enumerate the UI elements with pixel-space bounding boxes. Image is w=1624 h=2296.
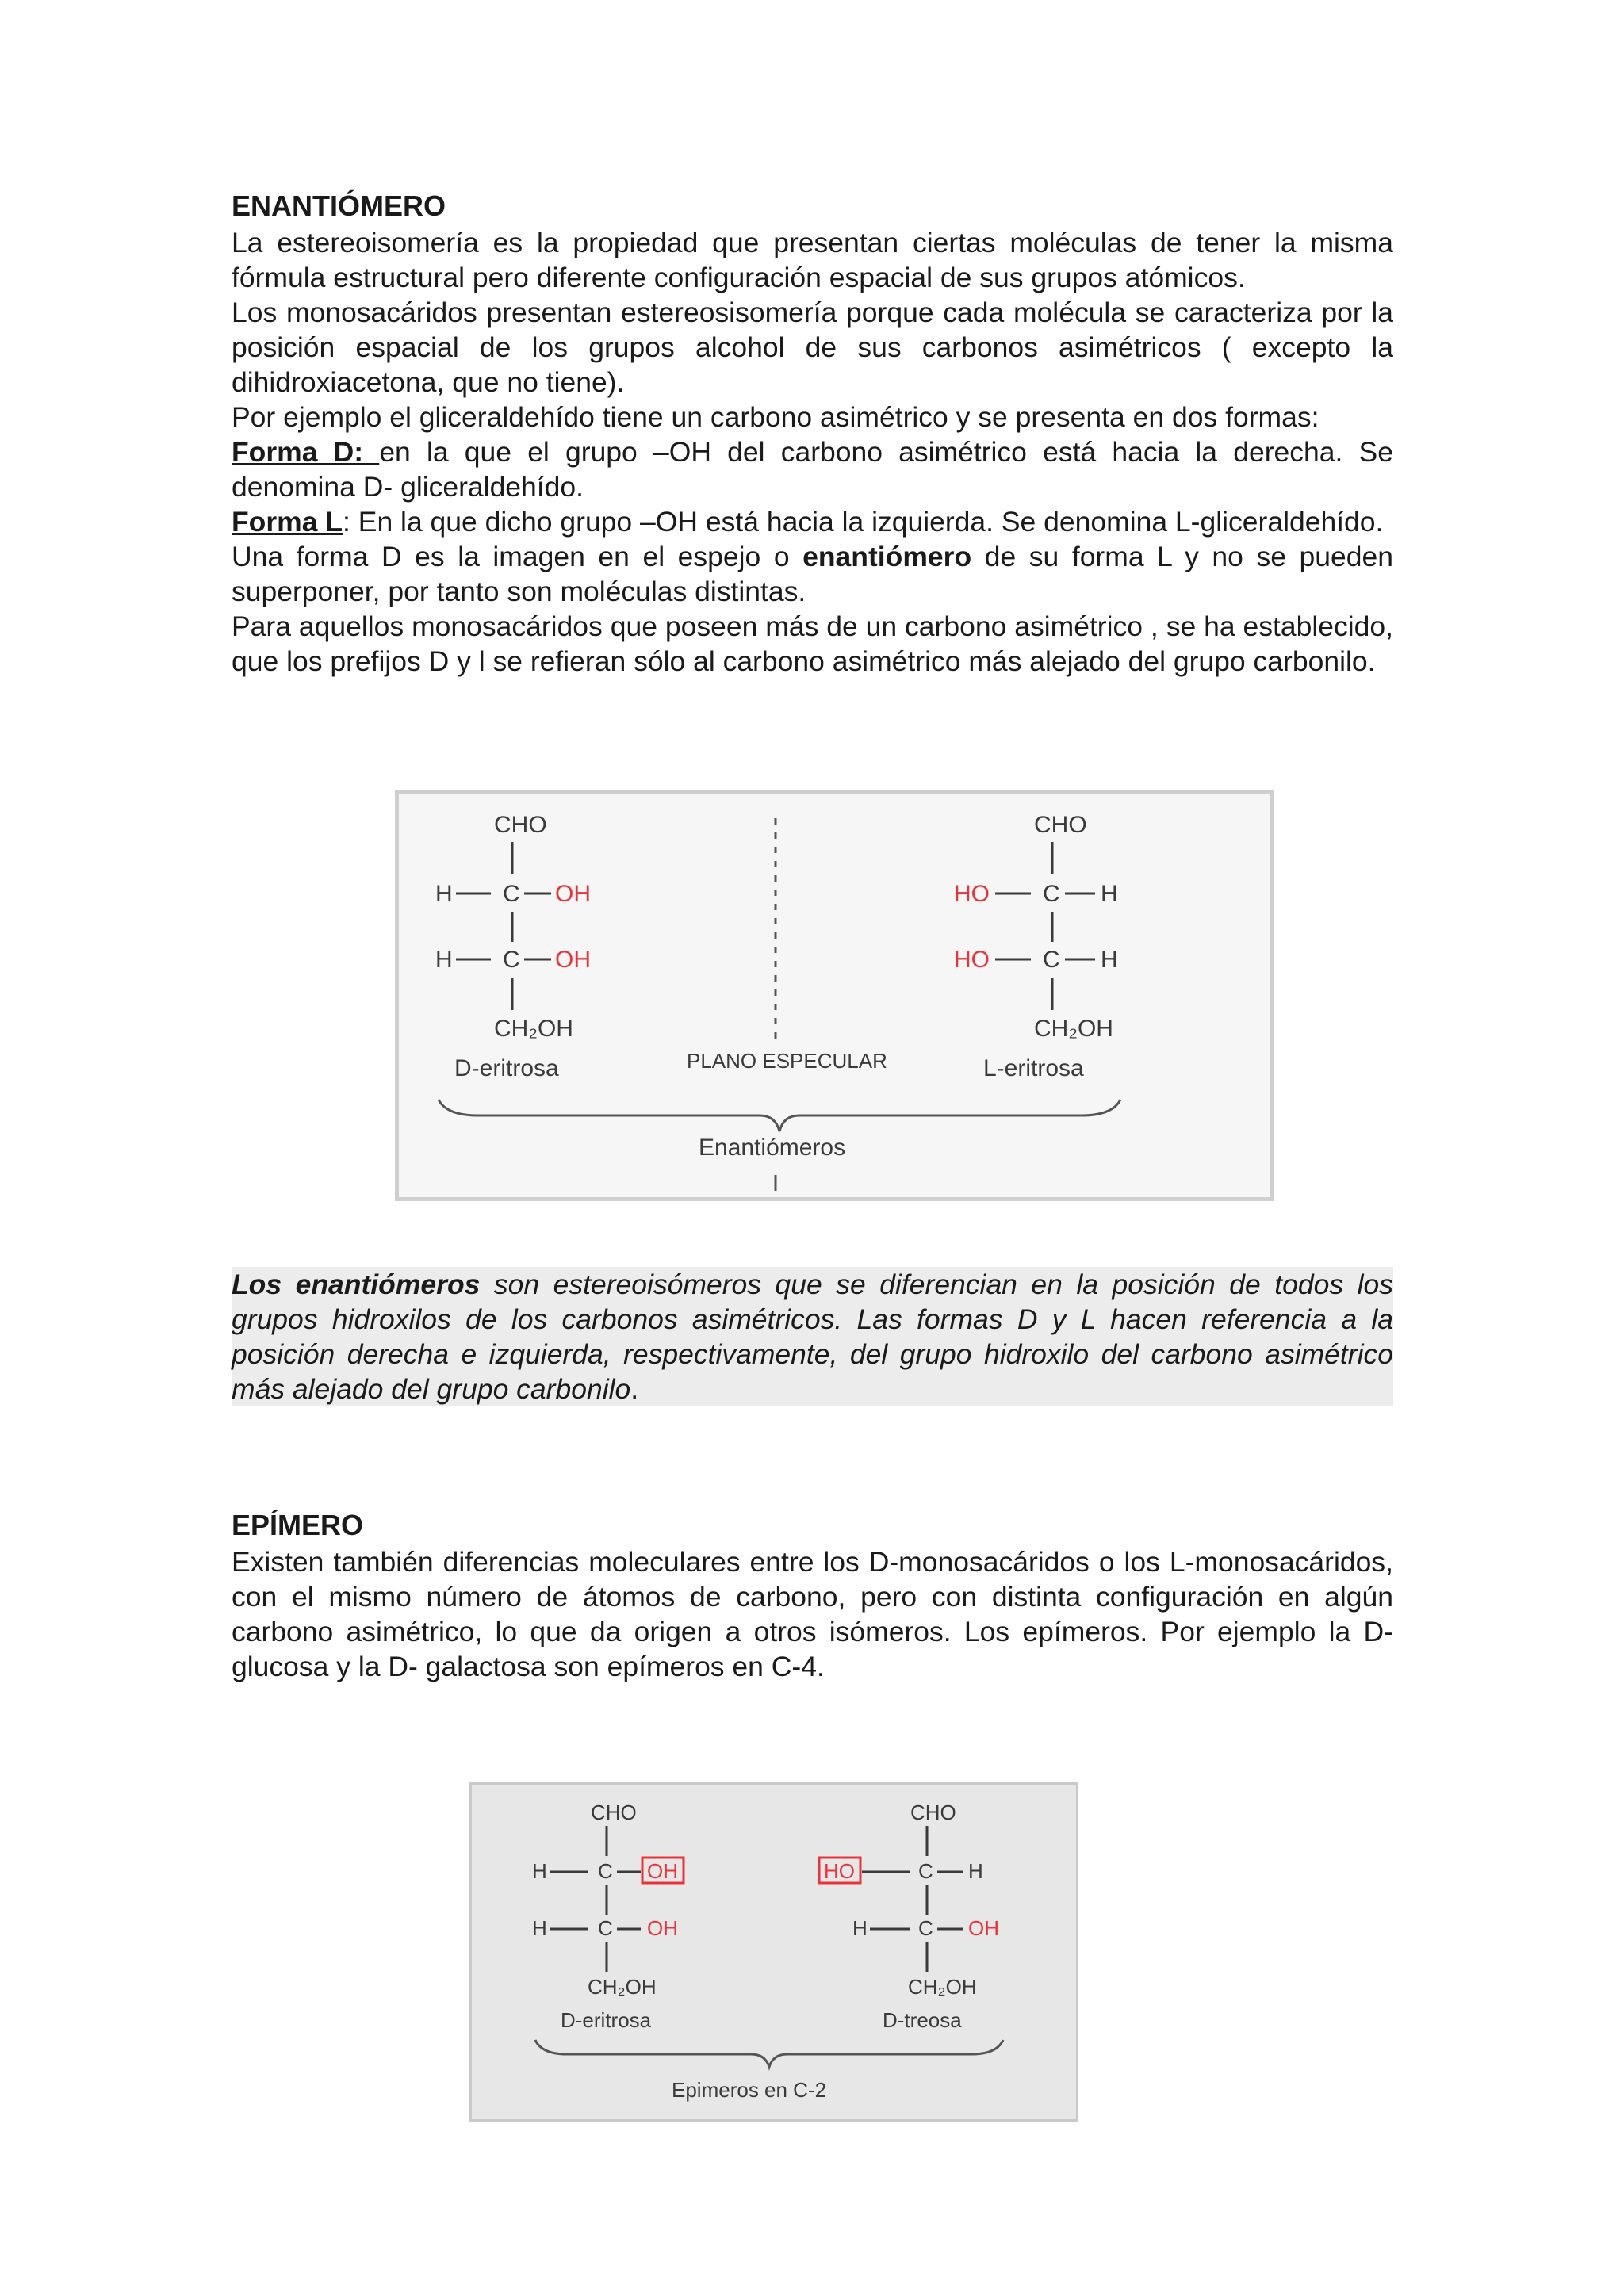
note-paragraph: [232, 1267, 1393, 1406]
plano-especular-label: PLANO ESPECULAR: [687, 1049, 887, 1073]
l-eritrosa-h2: H: [1101, 947, 1118, 973]
paragraph-monosacaridos: Los monosacáridos presentan estereosisomería porque cada molécula se caracteriza por la posición espacial de los grupos alcohol de sus carbonos asimétricos ( excepto la dihidroxiacetona, que no tiene).: [232, 297, 1393, 398]
epi-d-treosa-ch2oh: CH₂OH: [908, 1975, 977, 1999]
d-eritrosa-c1: C: [503, 881, 520, 907]
epi-d-treosa-h1: H: [968, 1859, 983, 1883]
epi-d-treosa-oh2: OH: [968, 1916, 999, 1940]
paragraph-gliceraldehido: Por ejemplo el gliceraldehído tiene un carbono asimétrico y se presenta en dos formas:: [232, 401, 1320, 433]
epi-d-eritrosa-h1: H: [532, 1859, 547, 1883]
paragraph-imagen-espejo: [232, 539, 1393, 609]
enantiomeros-label: Enantiómeros: [699, 1135, 846, 1161]
figure-epimeros: [469, 1782, 1078, 2122]
forma-l-label: Forma L: [232, 506, 343, 538]
imagen-espejo-text-b: de su forma L y no se pueden superponer, por tanto son moléculas distintas.: [232, 541, 1393, 607]
heading-epimero: EPÍMERO: [232, 1509, 364, 1541]
epi-d-treosa-cho: CHO: [910, 1800, 956, 1824]
epi-d-treosa-label: D-treosa: [883, 2008, 962, 2032]
epi-d-treosa-ho1: HO: [824, 1859, 855, 1883]
l-eritrosa-c1: C: [1043, 881, 1060, 907]
section-enantiomero: [232, 187, 1393, 679]
epi-d-eritrosa-label: D-eritrosa: [561, 2008, 652, 2032]
heading-enantiomero: ENANTIÓMERO: [232, 189, 446, 222]
d-eritrosa-label: D-eritrosa: [454, 1055, 559, 1081]
epi-d-treosa-h2: H: [852, 1916, 868, 1940]
d-eritrosa-cho: CHO: [494, 812, 547, 838]
epimeros-diagram: [472, 1785, 1076, 2119]
forma-d-text: en la que el grupo –OH del carbono asimétrico está hacia la derecha. Se denomina D- gliceraldehído.: [232, 436, 1393, 503]
epi-d-eritrosa-ch2oh: CH₂OH: [588, 1975, 657, 1999]
d-eritrosa-h1: H: [435, 881, 453, 907]
l-eritrosa-h1: H: [1101, 881, 1118, 907]
epi-d-treosa-c1: C: [918, 1859, 933, 1883]
epimeros-brace: [535, 2040, 1003, 2067]
d-eritrosa-c2: C: [503, 947, 520, 973]
forma-d-label: Forma D:: [232, 436, 380, 468]
epimeros-label: Epimeros en C-2: [672, 2078, 827, 2102]
note-end: .: [630, 1373, 639, 1405]
d-eritrosa-oh2: OH: [555, 947, 591, 973]
epi-d-eritrosa-cho: CHO: [591, 1800, 637, 1824]
enantiomeros-diagram: [399, 794, 1270, 1197]
d-eritrosa-h2: H: [435, 947, 453, 973]
l-eritrosa-cho: CHO: [1034, 812, 1087, 838]
l-eritrosa-ho1: HO: [954, 881, 990, 907]
imagen-espejo-text-a: Una forma D es la imagen en el espejo o: [232, 541, 803, 572]
figure-enantiomeros: [395, 790, 1274, 1201]
note-bold-term: Los enantiómeros: [232, 1269, 481, 1300]
l-eritrosa-c2: C: [1043, 947, 1060, 973]
enantiomeros-brace: [439, 1100, 1120, 1131]
l-eritrosa-ch2oh: CH₂OH: [1034, 1016, 1113, 1042]
d-eritrosa-ch2oh: CH₂OH: [494, 1016, 573, 1042]
enantiomero-bold: enantiómero: [802, 541, 972, 572]
epi-d-eritrosa-c2: C: [598, 1916, 613, 1940]
forma-l-text: : En la que dicho grupo –OH está hacia la izquierda. Se denomina L-gliceraldehído.: [343, 506, 1384, 538]
l-eritrosa-ho2: HO: [954, 947, 990, 973]
epi-d-treosa-c2: C: [918, 1916, 933, 1940]
epi-d-eritrosa-h2: H: [532, 1916, 547, 1940]
paragraph-forma-d: [232, 434, 1393, 504]
section-epimero: [232, 1506, 1393, 1684]
epi-d-eritrosa-oh2: OH: [647, 1916, 678, 1940]
paragraph-epimeros: Existen también diferencias moleculares entre los D-monosacáridos o los L-monosacáridos, con el mismo número de átomos de carbono, pero con distinta configuración en algún carbono asimétrico, lo que da origen a otros isómeros. Los epímeros. Por ejemplo la D-glucosa y la D- galactosa son epímeros en C-4.: [232, 1546, 1393, 1682]
paragraph-estereoisomeria: La estereoisomería es la propiedad que presentan ciertas moléculas de tener la misma fórmula estructural pero diferente configuración espacial de sus grupos atómicos.: [232, 227, 1393, 293]
paragraph-prefijos: Para aquellos monosacáridos que poseen más de un carbono asimétrico , se ha establecido, que los prefijos D y l se refieran sólo al carbono asimétrico más alejado del grupo carbonilo.: [232, 610, 1393, 677]
l-eritrosa-label: L-eritrosa: [983, 1055, 1084, 1081]
paragraph-forma-l: [232, 504, 1393, 539]
epi-d-eritrosa-oh1: OH: [647, 1859, 678, 1883]
note-text: son estereoisómeros que se diferencian en la posición de todos los grupos hidroxilos de los carbonos asimétricos. Las formas D y L hacen referencia a la posición derecha e izquierda, respectivamente, del grupo hidroxilo del carbono asimétrico más alejado del grupo carbonilo: [232, 1269, 1393, 1405]
d-eritrosa-oh1: OH: [555, 881, 591, 907]
epi-d-eritrosa-c1: C: [598, 1859, 613, 1883]
enantiomeros-definition-note: [232, 1267, 1393, 1406]
